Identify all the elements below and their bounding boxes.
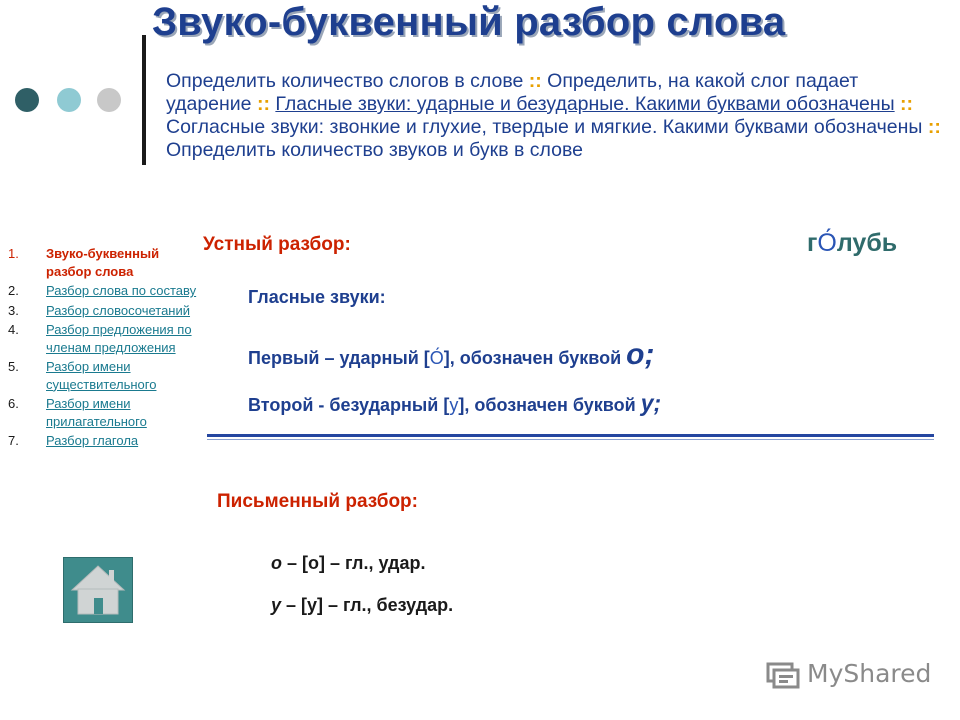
- separator: ::: [900, 93, 914, 115]
- written-row-o: о – [о] – гл., удар.: [271, 553, 426, 573]
- task-step-consonants: Согласные звуки: звонкие и глухие, твердые и мягкие. Какими буквами обозначены: [166, 116, 928, 138]
- vowels-label: Гласные звуки:: [248, 287, 386, 307]
- myshared-watermark: [765, 655, 935, 693]
- task-step-count: Определить количество звуков и букв в слове: [166, 139, 583, 161]
- second-vowel-sound: у: [449, 395, 459, 415]
- home-icon: [64, 558, 132, 622]
- home-button[interactable]: [63, 557, 133, 623]
- decor-dot-dark: [15, 88, 39, 112]
- sidebar-nav: [8, 245, 198, 452]
- nav-item-verb[interactable]: 7. Разбор глагола: [8, 433, 139, 448]
- title-vertical-bar: [142, 35, 146, 165]
- nav-item-sound-letter[interactable]: 1. Звуко-буквенный разбор слова: [8, 246, 160, 279]
- task-step-syllables: Определить количество слогов в слове: [166, 70, 529, 92]
- section-divider-thin: [207, 439, 934, 440]
- nav-item-word-structure[interactable]: 2. Разбор слова по составу: [8, 283, 197, 298]
- task-description: [166, 70, 946, 162]
- nav-item-noun[interactable]: 5. Разбор имени существительного: [8, 359, 157, 392]
- section-divider: [207, 434, 934, 437]
- nav-item-phrases[interactable]: 3. Разбор словосочетаний: [8, 302, 191, 318]
- nav-item-sentence[interactable]: 4. Разбор предложения по членам предложения: [8, 322, 192, 355]
- separator: ::: [256, 93, 270, 115]
- stressed-vowel: О́: [817, 229, 837, 257]
- first-vowel-sound: О́: [429, 348, 444, 368]
- decor-dot-light: [57, 88, 81, 112]
- oral-analysis-heading: Устный разбор:: [203, 234, 351, 255]
- analyzed-word: гО́лубь: [807, 229, 898, 257]
- second-vowel-line: Второй - безударный [у], обозначен буквой у;: [248, 390, 662, 416]
- myshared-logo-icon: [765, 659, 803, 693]
- separator: ::: [528, 70, 542, 92]
- first-vowel-line: Первый – ударный [О́], обозначен буквой о;: [248, 338, 655, 371]
- vowels-link[interactable]: Гласные звуки: ударные и безударные. Какими буквами обозначены: [275, 93, 895, 115]
- decor-dot-gray: [97, 88, 121, 112]
- written-row-u: у – [у] – гл., безудар.: [271, 595, 454, 615]
- first-vowel-letter: о;: [626, 338, 655, 371]
- written-analysis-heading: Письменный разбор:: [217, 491, 418, 512]
- separator: ::: [927, 116, 941, 138]
- nav-item-adjective[interactable]: 6. Разбор имени прилагательного: [8, 396, 147, 429]
- second-vowel-letter: у;: [640, 390, 662, 416]
- page-title: Звуко-буквенный разбор слова: [152, 0, 786, 44]
- task-step-stress: Определить, на какой слог падает ударение: [166, 70, 859, 115]
- watermark-text: MyShared: [807, 659, 932, 688]
